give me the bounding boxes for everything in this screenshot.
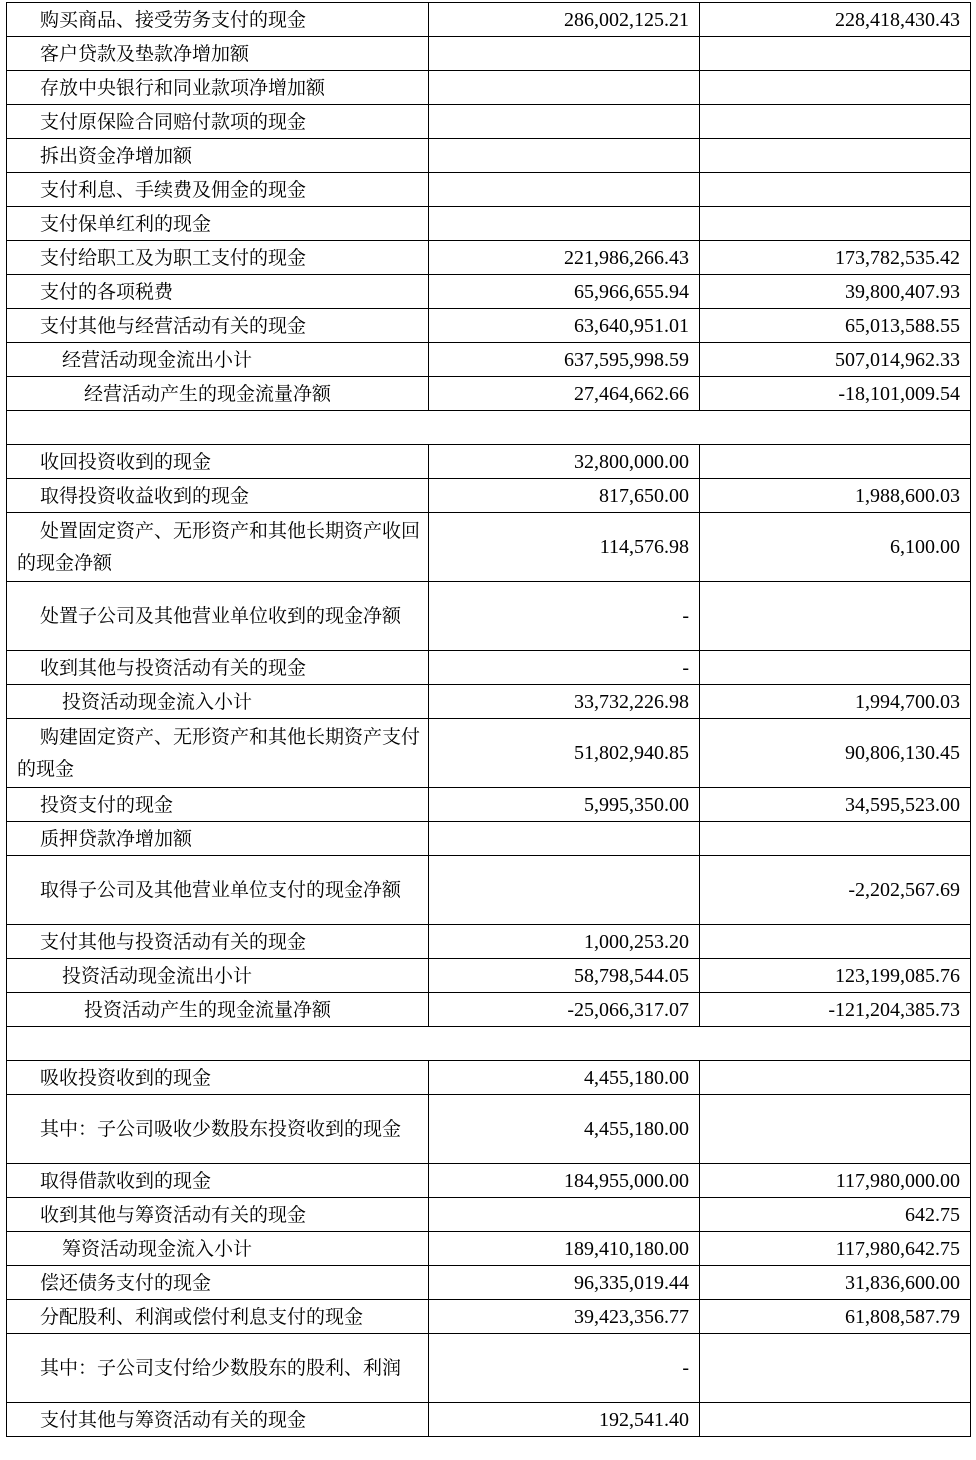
current-period-amount: 184,955,000.00 — [429, 1164, 700, 1198]
current-period-amount — [429, 1198, 700, 1232]
row-label: 其中：子公司支付给少数股东的股利、利润 — [7, 1334, 429, 1403]
section-separator-row — [7, 411, 971, 445]
row-label: 其中：子公司吸收少数股东投资收到的现金 — [7, 1095, 429, 1164]
current-period-amount: 65,966,655.94 — [429, 275, 700, 309]
table-row — [7, 959, 971, 993]
table-row — [7, 71, 971, 105]
section-separator-cell — [7, 411, 971, 445]
previous-period-amount — [700, 1061, 971, 1095]
current-period-amount: 1,000,253.20 — [429, 925, 700, 959]
row-label: 支付其他与筹资活动有关的现金 — [7, 1403, 429, 1437]
table-row — [7, 1334, 971, 1403]
previous-period-amount: 123,199,085.76 — [700, 959, 971, 993]
row-label: 存放中央银行和同业款项净增加额 — [7, 71, 429, 105]
row-label: 经营活动产生的现金流量净额 — [7, 377, 429, 411]
previous-period-amount: 61,808,587.79 — [700, 1300, 971, 1334]
current-period-amount: 51,802,940.85 — [429, 719, 700, 788]
previous-period-amount — [700, 1334, 971, 1403]
previous-period-amount: 228,418,430.43 — [700, 3, 971, 37]
previous-period-amount — [700, 71, 971, 105]
table-row — [7, 445, 971, 479]
table-row — [7, 139, 971, 173]
row-label: 收到其他与筹资活动有关的现金 — [7, 1198, 429, 1232]
row-label: 支付原保险合同赔付款项的现金 — [7, 105, 429, 139]
row-label: 支付的各项税费 — [7, 275, 429, 309]
previous-period-amount — [700, 207, 971, 241]
table-row — [7, 651, 971, 685]
current-period-amount: - — [429, 582, 700, 651]
current-period-amount: 4,455,180.00 — [429, 1095, 700, 1164]
row-label: 支付保单红利的现金 — [7, 207, 429, 241]
previous-period-amount — [700, 582, 971, 651]
previous-period-amount: 39,800,407.93 — [700, 275, 971, 309]
row-label: 拆出资金净增加额 — [7, 139, 429, 173]
row-label: 筹资活动现金流入小计 — [7, 1232, 429, 1266]
table-row — [7, 377, 971, 411]
current-period-amount: 4,455,180.00 — [429, 1061, 700, 1095]
row-label: 取得投资收益收到的现金 — [7, 479, 429, 513]
table-row — [7, 1095, 971, 1164]
section-separator-cell — [7, 1027, 971, 1061]
table-row — [7, 37, 971, 71]
table-row — [7, 993, 971, 1027]
current-period-amount — [429, 856, 700, 925]
current-period-amount: 221,986,266.43 — [429, 241, 700, 275]
row-label: 支付其他与投资活动有关的现金 — [7, 925, 429, 959]
current-period-amount — [429, 173, 700, 207]
table-row — [7, 1403, 971, 1437]
table-row — [7, 479, 971, 513]
current-period-amount: 63,640,951.01 — [429, 309, 700, 343]
current-period-amount — [429, 822, 700, 856]
table-row — [7, 513, 971, 582]
previous-period-amount: 117,980,642.75 — [700, 1232, 971, 1266]
previous-period-amount: 1,994,700.03 — [700, 685, 971, 719]
previous-period-amount: -18,101,009.54 — [700, 377, 971, 411]
table-row — [7, 207, 971, 241]
current-period-amount — [429, 207, 700, 241]
current-period-amount: 39,423,356.77 — [429, 1300, 700, 1334]
table-row — [7, 856, 971, 925]
section-separator-row — [7, 1027, 971, 1061]
previous-period-amount — [700, 1095, 971, 1164]
cash-flow-table-body — [7, 3, 971, 1437]
row-label: 分配股利、利润或偿付利息支付的现金 — [7, 1300, 429, 1334]
row-label: 收到其他与投资活动有关的现金 — [7, 651, 429, 685]
table-row — [7, 173, 971, 207]
cash-flow-table — [6, 2, 971, 1437]
previous-period-amount — [700, 925, 971, 959]
current-period-amount — [429, 105, 700, 139]
previous-period-amount: -2,202,567.69 — [700, 856, 971, 925]
previous-period-amount: 507,014,962.33 — [700, 343, 971, 377]
previous-period-amount: 642.75 — [700, 1198, 971, 1232]
row-label: 处置子公司及其他营业单位收到的现金净额 — [7, 582, 429, 651]
table-row — [7, 822, 971, 856]
previous-period-amount: 1,988,600.03 — [700, 479, 971, 513]
row-label: 收回投资收到的现金 — [7, 445, 429, 479]
previous-period-amount: 65,013,588.55 — [700, 309, 971, 343]
current-period-amount: 114,576.98 — [429, 513, 700, 582]
previous-period-amount — [700, 139, 971, 173]
row-label: 处置固定资产、无形资产和其他长期资产收回的现金净额 — [7, 513, 429, 582]
table-row — [7, 1061, 971, 1095]
row-label: 投资活动现金流入小计 — [7, 685, 429, 719]
current-period-amount: - — [429, 651, 700, 685]
current-period-amount: 96,335,019.44 — [429, 1266, 700, 1300]
table-row — [7, 1300, 971, 1334]
table-row — [7, 719, 971, 788]
current-period-amount: 192,541.40 — [429, 1403, 700, 1437]
row-label: 投资活动现金流出小计 — [7, 959, 429, 993]
row-label: 购买商品、接受劳务支付的现金 — [7, 3, 429, 37]
current-period-amount: 286,002,125.21 — [429, 3, 700, 37]
table-row — [7, 685, 971, 719]
row-label: 取得借款收到的现金 — [7, 1164, 429, 1198]
table-row — [7, 3, 971, 37]
previous-period-amount — [700, 1403, 971, 1437]
current-period-amount: 189,410,180.00 — [429, 1232, 700, 1266]
previous-period-amount: 34,595,523.00 — [700, 788, 971, 822]
row-label: 投资支付的现金 — [7, 788, 429, 822]
row-label: 购建固定资产、无形资产和其他长期资产支付的现金 — [7, 719, 429, 788]
table-row — [7, 582, 971, 651]
previous-period-amount — [700, 173, 971, 207]
previous-period-amount — [700, 105, 971, 139]
row-label: 质押贷款净增加额 — [7, 822, 429, 856]
current-period-amount: -25,066,317.07 — [429, 993, 700, 1027]
current-period-amount: 33,732,226.98 — [429, 685, 700, 719]
previous-period-amount: 90,806,130.45 — [700, 719, 971, 788]
previous-period-amount: 6,100.00 — [700, 513, 971, 582]
previous-period-amount — [700, 822, 971, 856]
table-row — [7, 925, 971, 959]
previous-period-amount — [700, 651, 971, 685]
table-row — [7, 1266, 971, 1300]
previous-period-amount: -121,204,385.73 — [700, 993, 971, 1027]
current-period-amount: 32,800,000.00 — [429, 445, 700, 479]
row-label: 吸收投资收到的现金 — [7, 1061, 429, 1095]
current-period-amount — [429, 139, 700, 173]
current-period-amount — [429, 37, 700, 71]
table-row — [7, 105, 971, 139]
table-row — [7, 788, 971, 822]
previous-period-amount: 117,980,000.00 — [700, 1164, 971, 1198]
current-period-amount: 817,650.00 — [429, 479, 700, 513]
row-label: 取得子公司及其他营业单位支付的现金净额 — [7, 856, 429, 925]
row-label: 支付利息、手续费及佣金的现金 — [7, 173, 429, 207]
table-row — [7, 241, 971, 275]
current-period-amount: - — [429, 1334, 700, 1403]
current-period-amount: 5,995,350.00 — [429, 788, 700, 822]
previous-period-amount — [700, 445, 971, 479]
current-period-amount: 27,464,662.66 — [429, 377, 700, 411]
table-row — [7, 309, 971, 343]
cash-flow-statement — [6, 2, 970, 1437]
previous-period-amount: 31,836,600.00 — [700, 1266, 971, 1300]
row-label: 投资活动产生的现金流量净额 — [7, 993, 429, 1027]
row-label: 经营活动现金流出小计 — [7, 343, 429, 377]
table-row — [7, 1198, 971, 1232]
table-row — [7, 275, 971, 309]
table-row — [7, 343, 971, 377]
row-label: 支付其他与经营活动有关的现金 — [7, 309, 429, 343]
row-label: 客户贷款及垫款净增加额 — [7, 37, 429, 71]
table-row — [7, 1232, 971, 1266]
table-row — [7, 1164, 971, 1198]
row-label: 支付给职工及为职工支付的现金 — [7, 241, 429, 275]
row-label: 偿还债务支付的现金 — [7, 1266, 429, 1300]
previous-period-amount — [700, 37, 971, 71]
previous-period-amount: 173,782,535.42 — [700, 241, 971, 275]
current-period-amount — [429, 71, 700, 105]
current-period-amount: 637,595,998.59 — [429, 343, 700, 377]
current-period-amount: 58,798,544.05 — [429, 959, 700, 993]
